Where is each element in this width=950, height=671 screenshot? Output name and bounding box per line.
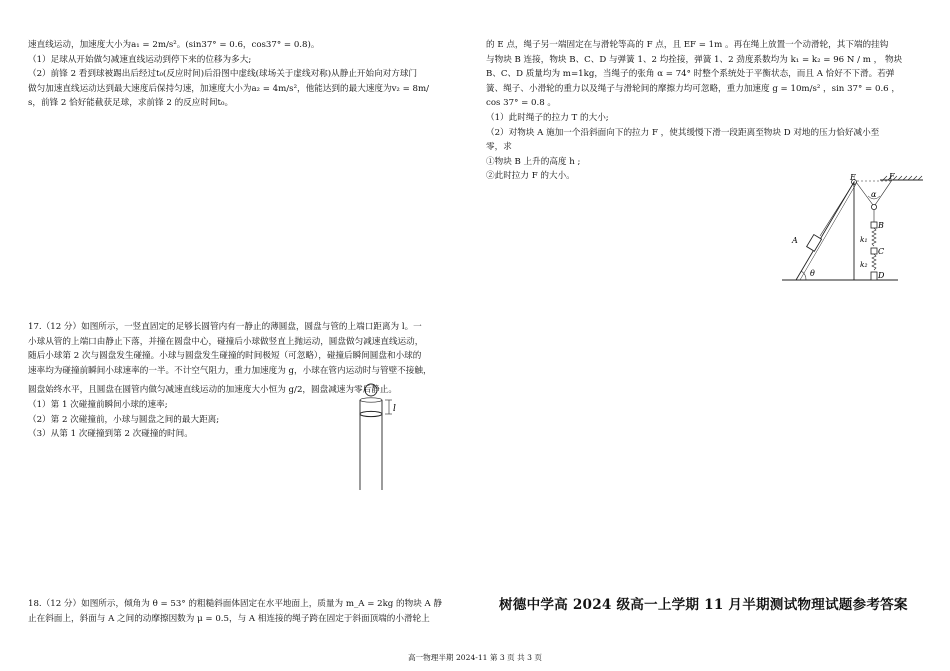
label-d: D	[878, 271, 885, 280]
label-b: B	[878, 221, 884, 230]
q16-line: （2）前锋 2 看到球被踢出后经过t₀(反应时间)后沿图中虚线(球场关于虚线对称)从静止开始向对方球门	[28, 69, 418, 80]
block-d-icon	[871, 272, 877, 280]
page-footer: 高一物理半期 2024-11 第 3 页 共 3 页	[407, 653, 543, 662]
movable-pulley-icon	[871, 204, 876, 209]
spring-k2-icon	[872, 254, 876, 270]
q18-continued-line: （2）对物块 A 施加一个沿斜面向下的拉力 F ，使其缓慢下滑一段距离至物块 D 对地的压力恰好减小至	[486, 127, 880, 138]
q17-line: 随后小球第 2 次与圆盘发生碰撞。小球与圆盘发生碰撞的时间极短（可忽略），碰撞后瞬间圆盘和小球的	[28, 351, 422, 362]
block-c-icon	[871, 248, 877, 254]
q18-continued-line: B、C、D 质量均为 m=1kg，当绳子的张角 α = 74° 时整个系统处于平衡状态，而且 A 恰好不下滑。若弹	[486, 69, 895, 80]
q18-block	[28, 597, 442, 627]
q17-line: 速率均为碰撞前瞬间小球速率的一半。不计空气阻力，重力加速度为 g，小球在管内运动时与管壁不接触，	[28, 365, 432, 376]
right-column	[486, 38, 926, 184]
label-k1: k₁	[860, 235, 868, 244]
q17-line: 圆盘始终水平，且圆盘在圆管内做匀减速直线运动的加速度大小恒为 g/2，圆盘减速为零后静止。	[28, 385, 397, 396]
block-a-icon	[807, 235, 822, 252]
q18-continued-line: 的 E 点，绳子另一端固定在与滑轮等高的 F 点，且 EF = 1m 。再在绳上放置一个动滑轮，其下端的挂钩	[486, 40, 889, 50]
q18-continued-line: 零，求	[486, 142, 512, 153]
q16-line: （1）足球从开始做匀减速直线运动到停下来的位移为多大;	[28, 54, 252, 65]
tube-top-rim	[360, 398, 382, 402]
q17-line: （2）第 2 次碰撞前，小球与圆盘之间的最大距离;	[28, 414, 220, 425]
q17-line: 小球从管的上端口由静止下落，并撞在圆盘中心，碰撞后小球做竖直上抛运动，圆盘做匀减速直线运动，	[28, 336, 424, 347]
q18-line: 止在斜面上，斜面与 A 之间的动摩擦因数为 μ = 0.5，与 A 相连接的绳子跨在固定于斜面顶端的小滑轮上	[28, 614, 430, 624]
q18-continued-line: ①物块 B 上升的高度 h ;	[486, 156, 581, 167]
disc-icon	[360, 411, 382, 416]
spring-k1-icon	[872, 228, 876, 246]
q17-line: 17.（12 分）如图所示，一竖直固定的足够长圆管内有一静止的薄圆盘，圆盘与管的上端口距离为 l。一	[28, 321, 422, 332]
q18-continued-line: 与物块 B 连接，物块 B、C、D 与弹簧 1、2 均拴接，弹簧 1、2 劲度系数均为 k₁ = k₂ = 96 N / m ， 物块	[486, 54, 903, 65]
ball-icon	[365, 384, 377, 396]
q18-continued-line: ②此时拉力 F 的大小。	[486, 171, 575, 182]
q17-line: （3）从第 1 次碰撞到第 2 次碰撞的时间。	[28, 429, 193, 440]
q18-continued-line: （1）此时绳子的拉力 T 的大小;	[486, 112, 609, 123]
label-alpha: α	[871, 190, 877, 199]
label-e: E	[850, 173, 856, 182]
label-c: C	[878, 247, 885, 256]
label-a: A	[792, 236, 798, 245]
q16-block	[28, 38, 473, 111]
q17-tube-figure	[352, 380, 412, 495]
q16-line: 速直线运动，加速度大小为a₁ = 2m/s²。(sin37° = 0.6，cos37° = 0.8)。	[28, 40, 320, 50]
answer-key-title: 树德中学高 2024 级高一上学期 11 月半期测试物理试题参考答案	[499, 597, 908, 613]
q16-line: s，前锋 2 恰好能截获足球，求前锋 2 的反应时间t₀。	[28, 98, 234, 109]
distance-l-label: l	[393, 404, 396, 414]
q18-incline-figure	[776, 172, 926, 284]
label-f: F	[889, 172, 895, 181]
incline-body	[796, 182, 854, 280]
q16-line: 做匀加速直线运动达到最大速度后保持匀速，加速度大小为a₂ = 4m/s²，他能达到的最大速度为v₂ = 8m/	[28, 83, 430, 94]
q18-line: 18.（12 分）如图所示，倾角为 θ = 53° 的粗糙斜面体固定在水平地面上，质量为 m_A = 2kg 的物块 A 静	[28, 599, 443, 609]
q18-continued-line: cos 37° = 0.8 。	[486, 98, 557, 109]
q17-line: （1）第 1 次碰撞前瞬间小球的速率;	[28, 399, 168, 410]
label-theta: θ	[810, 269, 815, 278]
label-k2: k₂	[860, 260, 868, 269]
block-b-icon	[871, 222, 877, 228]
q18-continued-line: 簧、绳子、小滑轮的重力以及绳子与滑轮间的摩擦力均可忽略，重力加速度 g = 10m/s² ，sin 37° = 0.6 ，	[486, 83, 900, 94]
